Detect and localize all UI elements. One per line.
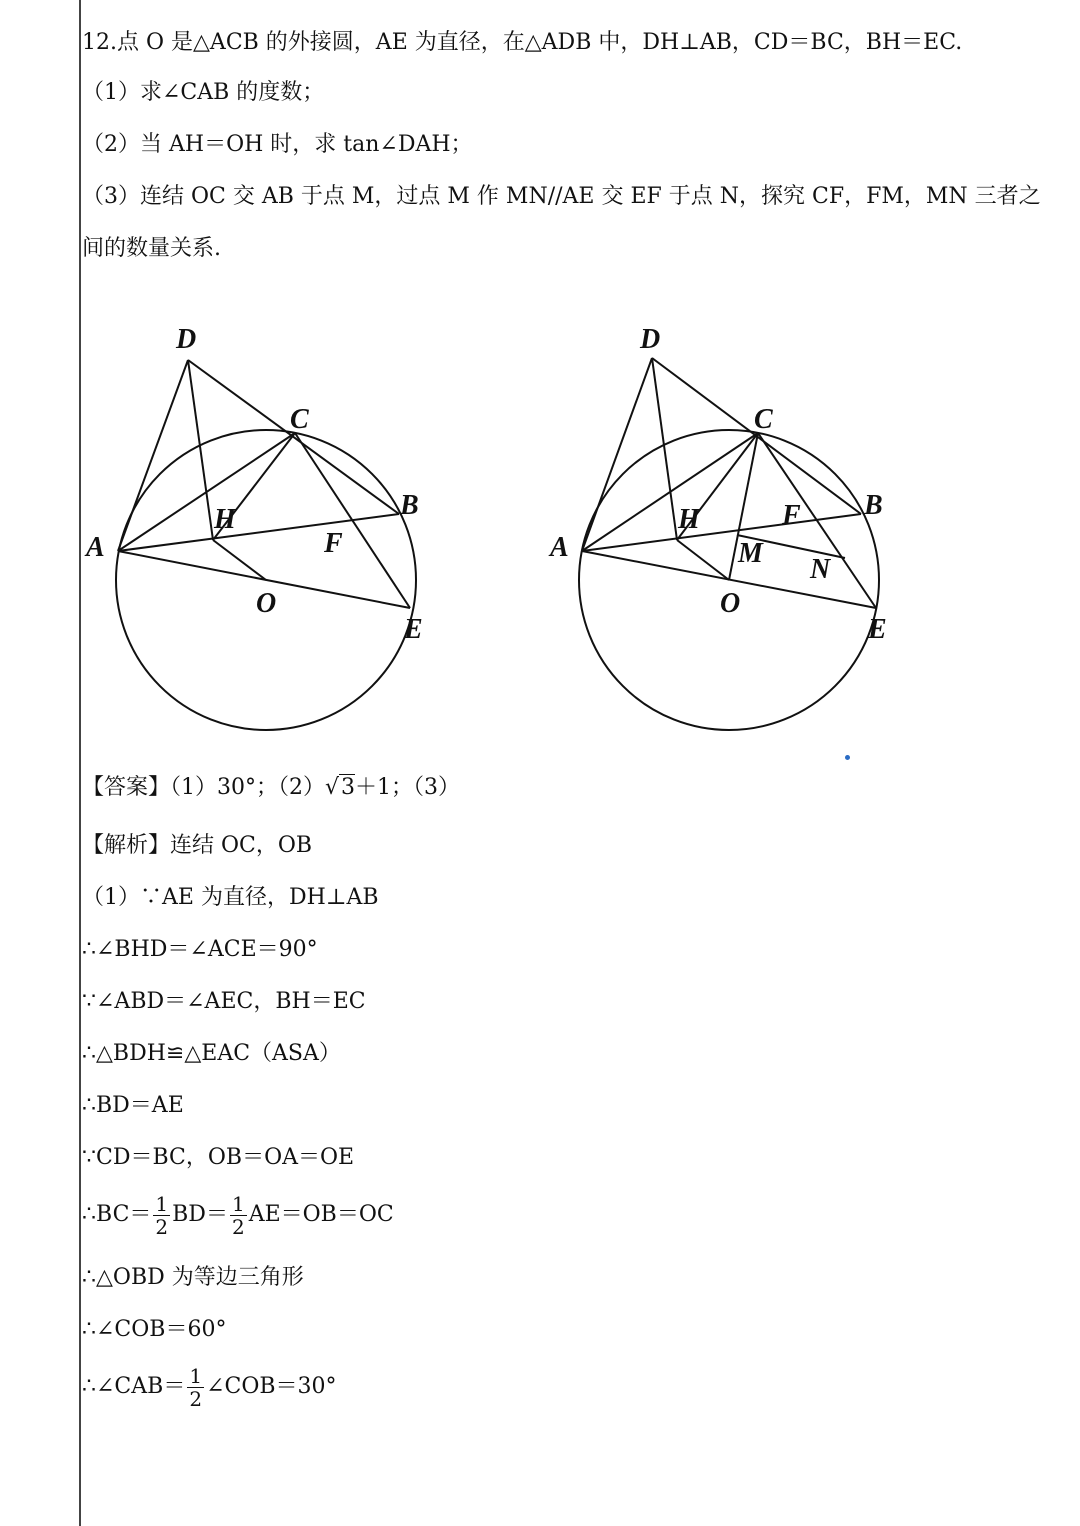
analysis-step-3: ∵∠ABD＝∠AEC，BH＝EC [82, 989, 366, 1014]
fig2-label-n: N [810, 554, 831, 585]
answer-part-1: （1）30°； [170, 775, 279, 800]
analysis-step-10 [82, 1362, 337, 1412]
fig1-label-f: F [324, 528, 343, 559]
fig2-label-d: D [640, 324, 661, 355]
question-part-3-cont: 间的数量关系. [82, 236, 221, 261]
geometry-figures [0, 300, 1080, 740]
analysis-step-1: （1）∵AE 为直径，DH⊥AB [82, 885, 379, 910]
fig1-label-h: H [214, 504, 236, 535]
fig2-label-f: F [782, 500, 801, 531]
fraction-numerator: 1 [155, 1191, 169, 1216]
fig1-label-a: A [86, 532, 105, 563]
segment-ad-2 [582, 358, 652, 551]
fig2-label-e: E [868, 614, 887, 645]
fig2-label-o: O [720, 588, 741, 619]
fraction-denominator: 2 [189, 1386, 203, 1411]
question-stem: 12.点 O 是△ACB 的外接圆，AE 为直径，在△ADB 中，DH⊥AB，CD＝BC，BH＝EC. [82, 30, 963, 55]
analysis-step-9: ∴∠COB＝60° [82, 1317, 227, 1342]
fig1-label-d: D [176, 324, 197, 355]
analysis-intro-text: 连结 OC，OB [170, 833, 313, 858]
fig2-label-a: A [550, 532, 569, 563]
fig2-label-b: B [864, 490, 883, 521]
answer-line [82, 773, 460, 803]
segment-ce-1 [295, 433, 410, 608]
fig1-label-b: B [400, 490, 419, 521]
answer-part-2-suffix: ＋1；（3） [355, 775, 461, 800]
segment-ab-1 [118, 514, 399, 551]
sqrt-radicand: 3 [341, 775, 356, 800]
fraction-numerator: 1 [189, 1363, 203, 1388]
stray-dot [845, 755, 850, 760]
fig2-label-h: H [678, 504, 700, 535]
analysis-step-2: ∴∠BHD＝∠ACE＝90° [82, 937, 318, 962]
step7-part-a: ∴BC＝ [82, 1202, 152, 1227]
fig2-label-c: C [754, 404, 773, 435]
analysis-intro [82, 831, 312, 861]
fraction-half [230, 1193, 247, 1238]
answer-part-2-prefix: （2） [278, 775, 326, 800]
fig1-label-c: C [290, 404, 309, 435]
analysis-step-6: ∵CD＝BC，OB＝OA＝OE [82, 1145, 355, 1170]
fraction-numerator: 1 [231, 1191, 245, 1216]
fraction-denominator: 2 [155, 1214, 169, 1239]
analysis-step-7 [82, 1190, 394, 1240]
sqrt-sign: √ [325, 775, 340, 800]
fig1-label-o: O [256, 588, 277, 619]
segment-ad-1 [118, 360, 188, 551]
segment-ab-2 [582, 514, 861, 551]
fraction-half [187, 1365, 204, 1410]
figure-2 [579, 358, 879, 730]
question-part-1: （1）求∠CAB 的度数； [82, 80, 325, 105]
fraction-half [153, 1193, 170, 1238]
question-part-2: （2）当 AH＝OH 时，求 tan∠DAH； [82, 132, 473, 157]
fig1-label-e: E [404, 614, 423, 645]
figure-1 [116, 360, 416, 730]
analysis-tag: 【解析】 [82, 833, 171, 858]
step10-part-a: ∴∠CAB＝ [82, 1374, 186, 1399]
answer-tag: 【答案】 [82, 775, 171, 800]
step10-part-b: ∠COB＝30° [206, 1374, 337, 1399]
step7-part-b: BD＝ [172, 1202, 228, 1227]
step7-part-c: AE＝OB＝OC [248, 1202, 394, 1227]
fraction-denominator: 2 [231, 1214, 245, 1239]
fig2-label-m: M [738, 538, 763, 569]
analysis-step-4: ∴△BDH≌△EAC（ASA） [82, 1041, 341, 1066]
margin-line [79, 0, 81, 1526]
analysis-step-5: ∴BD＝AE [82, 1093, 184, 1118]
analysis-step-8: ∴△OBD 为等边三角形 [82, 1265, 304, 1290]
question-part-3: （3）连结 OC 交 AB 于点 M，过点 M 作 MN//AE 交 EF 于点 N，探究 CF，FM，MN 三者之 [82, 184, 1041, 209]
